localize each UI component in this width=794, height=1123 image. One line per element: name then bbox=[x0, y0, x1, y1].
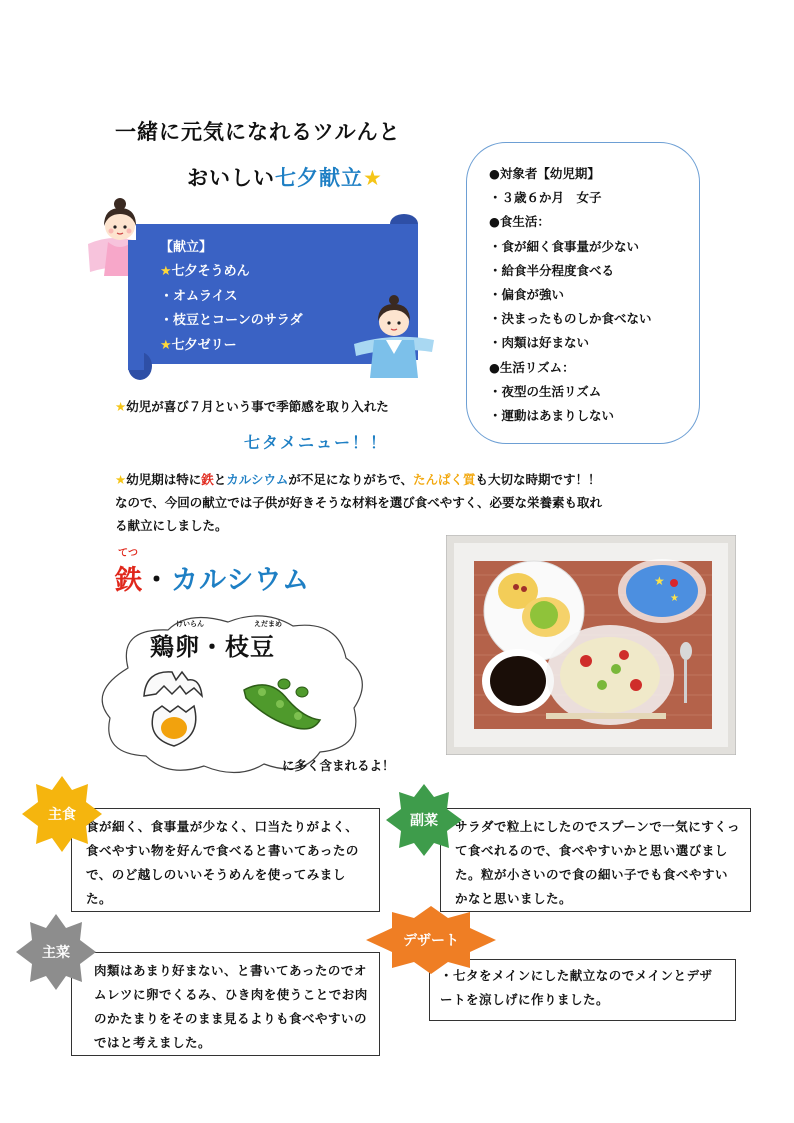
profile-line: ・決まったものしか食べない bbox=[489, 311, 652, 327]
fukusai-box bbox=[440, 808, 751, 912]
egg-icon bbox=[136, 666, 212, 752]
shushoku-text: 食が細く、食事量が少なく、口当たりがよく、食べやすい物を好んで食べると書いてあったので、のど越しのいいそうめんを使ってみました。 bbox=[86, 819, 359, 906]
menu-item-marker: ・ bbox=[160, 288, 174, 304]
star-icon: ★ bbox=[160, 337, 172, 353]
fukusai-badge bbox=[386, 784, 462, 856]
nutrition-line1 bbox=[115, 468, 695, 491]
highlight-iron: 鉄 bbox=[201, 472, 214, 487]
star-icon: ★ bbox=[160, 264, 172, 280]
profile-line: ・３歳６か月 女子 bbox=[489, 190, 602, 206]
shushoku-box bbox=[71, 808, 380, 912]
menu-item bbox=[160, 285, 303, 309]
shusai-badge bbox=[16, 914, 96, 990]
dessert-text: ・七タをメインにした献立なのでメインとデザートを涼しげに作りました。 bbox=[440, 968, 713, 1007]
edamame-ruby: えだまめ bbox=[254, 620, 282, 628]
dessert-badge bbox=[366, 906, 496, 974]
iron-ruby: てつ bbox=[118, 548, 138, 559]
profile-line: ・運動はあまりしない bbox=[489, 408, 615, 424]
menu-item bbox=[160, 309, 303, 333]
menu-title: 七タメニュー！！ bbox=[244, 433, 389, 452]
svg-text:★: ★ bbox=[654, 574, 665, 588]
shusai-text: 肉類はあまり好まない、と書いてあったのでオムレツに卵でくるみ、ひき肉を使うことでお肉のかたまりをそのまま見るよりも食べやすいのではと考えました。 bbox=[94, 963, 368, 1050]
menu-item-text: オムライス bbox=[173, 288, 238, 304]
profile-line: ・給食半分程度食べる bbox=[489, 262, 615, 278]
text: 幼児期は特に bbox=[126, 472, 202, 487]
menu-list bbox=[160, 236, 303, 358]
dessert-badge-label: デザート bbox=[403, 933, 459, 949]
heading-calcium: カルシウム bbox=[171, 565, 311, 596]
meal-photo bbox=[446, 535, 736, 755]
hikoboshi-illustration bbox=[350, 288, 438, 382]
nutrition-line2: なので、今回の献立では子供が好きそうな材料を選び食べやすく、必要な栄養素も取れ bbox=[115, 495, 603, 510]
star-icon: ★ bbox=[115, 399, 127, 414]
svg-text:★: ★ bbox=[670, 593, 679, 604]
nutrition-line3: る献立にしました。 bbox=[115, 518, 228, 533]
text: も大切な時期です！！ bbox=[475, 472, 601, 487]
page-title-line1: 一緒に元気になれるツルんと bbox=[115, 120, 401, 144]
page-title-line2 bbox=[187, 162, 383, 192]
contains-text: に多く含まれるよ！ bbox=[282, 758, 395, 773]
star-icon: ★ bbox=[115, 472, 127, 487]
text: と bbox=[213, 472, 227, 487]
menu-item-text: 七夕そうめん bbox=[171, 264, 250, 280]
nutrition-paragraph bbox=[115, 468, 695, 537]
menu-label: 【献立】 bbox=[160, 240, 213, 255]
profile-line: ●生活リズム： bbox=[489, 359, 575, 375]
shusai-box bbox=[71, 952, 380, 1056]
intro-text-body: 幼児が喜び７月という事で季節感を取り入れた bbox=[126, 399, 389, 414]
shushoku-badge bbox=[22, 776, 102, 852]
heading-dot: ・ bbox=[143, 565, 171, 596]
profile-line: ●食生活： bbox=[489, 214, 550, 230]
nutrient-heading bbox=[115, 558, 310, 597]
fukusai-text: サラダで粒上にしたのでスプーンで一気にすくって食べれるので、食べやすいかと思い選びました。粒が小さいので食の細い子でも食べやすいかなと思いました。 bbox=[455, 819, 741, 906]
menu-item-marker: ・ bbox=[160, 313, 174, 329]
profile-line: ●対象者【幼児期】 bbox=[489, 166, 600, 181]
shushoku-badge-label: 主食 bbox=[48, 807, 76, 823]
heading-iron: 鉄 bbox=[115, 565, 143, 596]
text: が不足になりがちで、 bbox=[288, 472, 413, 487]
highlight-protein: たんぱく質 bbox=[412, 472, 476, 487]
menu-item-text: 七夕ゼリー bbox=[171, 337, 237, 353]
profile-line: ・偏食が強い bbox=[489, 287, 565, 303]
star-icon: ★ bbox=[363, 166, 383, 190]
menu-item-text: 枝豆とコーンのサラダ bbox=[173, 313, 303, 329]
title-prefix: おいしい bbox=[187, 166, 275, 190]
intro-text bbox=[115, 397, 389, 415]
shusai-badge-label: 主菜 bbox=[42, 945, 70, 961]
profile-list bbox=[489, 162, 652, 428]
egg-ruby: けいらん bbox=[176, 620, 204, 628]
menu-item bbox=[160, 260, 303, 284]
edamame-icon bbox=[240, 676, 324, 736]
profile-line: ・夜型の生活リズム bbox=[489, 383, 602, 399]
menu-item bbox=[160, 334, 303, 358]
title-highlight: 七夕献立 bbox=[275, 166, 363, 190]
highlight-calcium: カルシウム bbox=[226, 472, 289, 487]
profile-line: ・食が細く食事量が少ない bbox=[489, 238, 640, 254]
fukusai-badge-label: 副菜 bbox=[410, 813, 438, 829]
profile-line: ・肉類は好まない bbox=[489, 335, 590, 351]
food-title: 鶏卵・枝豆 bbox=[150, 633, 275, 661]
